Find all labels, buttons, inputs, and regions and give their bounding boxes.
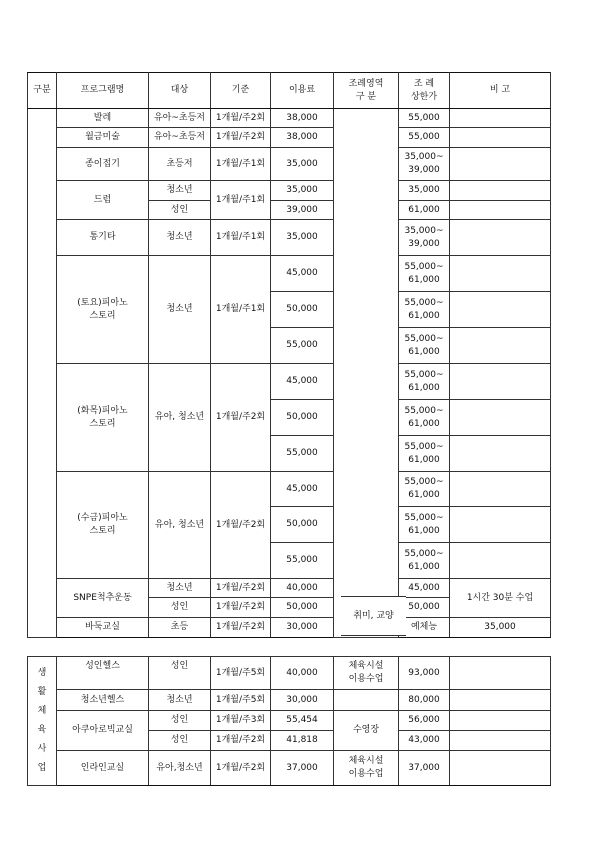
table-row (28, 472, 551, 507)
cap-cell: 35,000~ 39,000 (399, 220, 450, 256)
target-cell: 성인 (149, 711, 211, 731)
fee-cell: 55,000 (271, 436, 334, 472)
cap-cell: 45,000 (399, 579, 450, 598)
remark-cell (450, 400, 551, 436)
program-cell: (수금)피아노 스토리 (57, 472, 149, 579)
standard-cell: 1개월/주2회 (211, 472, 271, 579)
program-cell: 성인헬스 (57, 657, 149, 690)
table-row (28, 751, 551, 786)
fee-cell: 38,000 (271, 128, 334, 148)
cap-cell: 35,000 (450, 618, 551, 638)
category-cell-1 (28, 109, 57, 638)
header-category: 구분 (28, 73, 57, 109)
program-cell: (화목)피아노 스토리 (57, 364, 149, 472)
program-cell: 통기타 (57, 220, 149, 256)
fee-cell: 39,000 (271, 201, 334, 220)
remark-cell (450, 128, 551, 148)
remark-cell (450, 731, 551, 751)
header-standard: 기준 (211, 73, 271, 109)
table-row (28, 256, 551, 292)
area-cell-arts (334, 109, 399, 638)
target-cell: 유아,청소년 (149, 751, 211, 786)
remark-cell (450, 543, 551, 579)
fee-cell: 30,000 (271, 618, 334, 638)
category-label-vertical: 생 활 체 육 사 업 (37, 668, 47, 773)
standard-cell: 1개월/주2회 (211, 109, 271, 128)
remark-cell (450, 751, 551, 786)
remark-cell (450, 690, 551, 711)
fee-cell: 40,000 (271, 657, 334, 690)
fee-cell: 38,000 (271, 109, 334, 128)
table-row (28, 618, 551, 638)
remark-cell (450, 201, 551, 220)
table-row (28, 109, 551, 128)
area-cell-facility2: 체육시설 이용수업 (334, 751, 399, 786)
fee-cell: 50,000 (271, 507, 334, 543)
standard-cell: 1개월/주5회 (211, 657, 271, 690)
cap-cell: 55,000~ 61,000 (399, 256, 450, 292)
cap-cell: 35,000 (399, 181, 450, 201)
target-cell: 유아, 청소년 (149, 364, 211, 472)
cap-cell: 55,000~ 61,000 (399, 400, 450, 436)
header-row (28, 73, 551, 109)
remark-cell (450, 220, 551, 256)
target-cell: 성인 (149, 731, 211, 751)
table-row (28, 128, 551, 148)
table-row (28, 364, 551, 400)
standard-cell: 1개월/주2회 (211, 128, 271, 148)
remark-cell (450, 364, 551, 400)
remark-cell (450, 657, 551, 690)
remark-cell (450, 181, 551, 201)
remark-cell (450, 292, 551, 328)
target-cell: 청소년 (149, 220, 211, 256)
header-target: 대상 (149, 73, 211, 109)
target-cell: 청소년 (149, 690, 211, 711)
fee-cell: 55,454 (271, 711, 334, 731)
target-cell: 성인 (149, 201, 211, 220)
table-row (28, 579, 551, 598)
cap-cell: 55,000~ 61,000 (399, 543, 450, 579)
standard-cell: 1개월/주2회 (211, 751, 271, 786)
fee-cell: 55,000 (271, 328, 334, 364)
target-cell: 유아~초등저 (149, 128, 211, 148)
fee-cell: 55,000 (271, 543, 334, 579)
remark-cell (450, 507, 551, 543)
remark-cell (450, 436, 551, 472)
area-cell-empty (334, 690, 399, 711)
cap-cell: 50,000 (399, 598, 450, 618)
fee-cell: 37,000 (271, 751, 334, 786)
remark-cell (450, 328, 551, 364)
cap-cell: 56,000 (399, 711, 450, 731)
fee-cell: 45,000 (271, 256, 334, 292)
target-cell: 초등 (149, 618, 211, 638)
category-cell-2 (28, 657, 57, 786)
standard-cell: 1개월/주2회 (211, 579, 271, 598)
remark-cell (450, 711, 551, 731)
program-cell: 드럼 (57, 181, 149, 220)
cap-cell: 55,000~ 61,000 (399, 436, 450, 472)
remark-cell (450, 148, 551, 181)
remark-cell (450, 472, 551, 507)
program-cell: 청소년헬스 (57, 690, 149, 711)
fee-cell: 41,818 (271, 731, 334, 751)
cap-cell: 35,000~ 39,000 (399, 148, 450, 181)
header-program: 프로그램명 (57, 73, 149, 109)
fee-cell: 35,000 (271, 181, 334, 201)
standard-cell: 1개월/주2회 (211, 364, 271, 472)
remark-cell-snpe: 1시간 30분 수업 (450, 579, 551, 618)
standard-cell: 1개월/주2회 (211, 731, 271, 751)
target-cell: 성인 (149, 598, 211, 618)
program-cell: SNPE척추운동 (57, 579, 149, 618)
target-cell: 유아~초등저 (149, 109, 211, 128)
cap-cell: 93,000 (399, 657, 450, 690)
cap-cell: 55,000 (399, 128, 450, 148)
target-cell: 초등저 (149, 148, 211, 181)
standard-cell: 1개월/주2회 (211, 598, 271, 618)
table-row (28, 220, 551, 256)
program-cell: 인라인교실 (57, 751, 149, 786)
cap-cell: 61,000 (399, 201, 450, 220)
fee-cell: 45,000 (271, 472, 334, 507)
cap-cell: 55,000~ 61,000 (399, 472, 450, 507)
fee-cell: 35,000 (271, 148, 334, 181)
fee-table (27, 72, 551, 638)
standard-cell: 1개월/주3회 (211, 711, 271, 731)
program-cell: 종이접기 (57, 148, 149, 181)
cap-cell: 55,000~ 61,000 (399, 364, 450, 400)
cap-cell: 80,000 (399, 690, 450, 711)
cap-cell: 55,000~ 61,000 (399, 328, 450, 364)
program-cell: (토요)피아노 스토리 (57, 256, 149, 364)
area-label-hobby: 취미, 교양 (341, 596, 406, 636)
fee-cell: 35,000 (271, 220, 334, 256)
fee-cell: 50,000 (271, 292, 334, 328)
standard-cell: 1개월/주1회 (211, 148, 271, 181)
table-row (28, 657, 551, 690)
program-cell: 발레 (57, 109, 149, 128)
standard-cell: 1개월/주2회 (211, 618, 271, 638)
standard-cell: 1개월/주1회 (211, 220, 271, 256)
header-ordinance-cap: 조 례 상한가 (399, 73, 450, 109)
area-cell-facility1: 체육시설 이용수업 (334, 657, 399, 690)
target-cell: 성인 (149, 657, 211, 690)
fee-cell: 30,000 (271, 690, 334, 711)
table-row (28, 181, 551, 201)
fee-table-section2 (27, 656, 551, 786)
target-cell: 유아, 청소년 (149, 472, 211, 579)
area-cell-arts2: 예체능 (399, 618, 450, 638)
cap-cell: 55,000~ 61,000 (399, 292, 450, 328)
header-ordinance-area: 조례영역 구 분 (334, 73, 399, 109)
table-row (28, 148, 551, 181)
program-cell: 월금미술 (57, 128, 149, 148)
table-row (28, 690, 551, 711)
standard-cell: 1개월/주1회 (211, 256, 271, 364)
target-cell: 청소년 (149, 181, 211, 201)
fee-cell: 50,000 (271, 400, 334, 436)
cap-cell: 55,000 (399, 109, 450, 128)
fee-cell: 45,000 (271, 364, 334, 400)
remark-cell (450, 256, 551, 292)
fee-cell: 40,000 (271, 579, 334, 598)
program-cell: 바둑교실 (57, 618, 149, 638)
remark-cell (450, 109, 551, 128)
header-remarks: 비 고 (450, 73, 551, 109)
target-cell: 청소년 (149, 256, 211, 364)
standard-cell: 1개월/주1회 (211, 181, 271, 220)
program-cell: 아쿠아로빅교실 (57, 711, 149, 751)
area-cell-swim: 수영장 (334, 711, 399, 751)
header-fee: 이용료 (271, 73, 334, 109)
target-cell: 청소년 (149, 579, 211, 598)
cap-cell: 43,000 (399, 731, 450, 751)
cap-cell: 55,000~ 61,000 (399, 507, 450, 543)
cap-cell: 37,000 (399, 751, 450, 786)
standard-cell: 1개월/주5회 (211, 690, 271, 711)
fee-cell: 50,000 (271, 598, 334, 618)
table-row (28, 711, 551, 731)
